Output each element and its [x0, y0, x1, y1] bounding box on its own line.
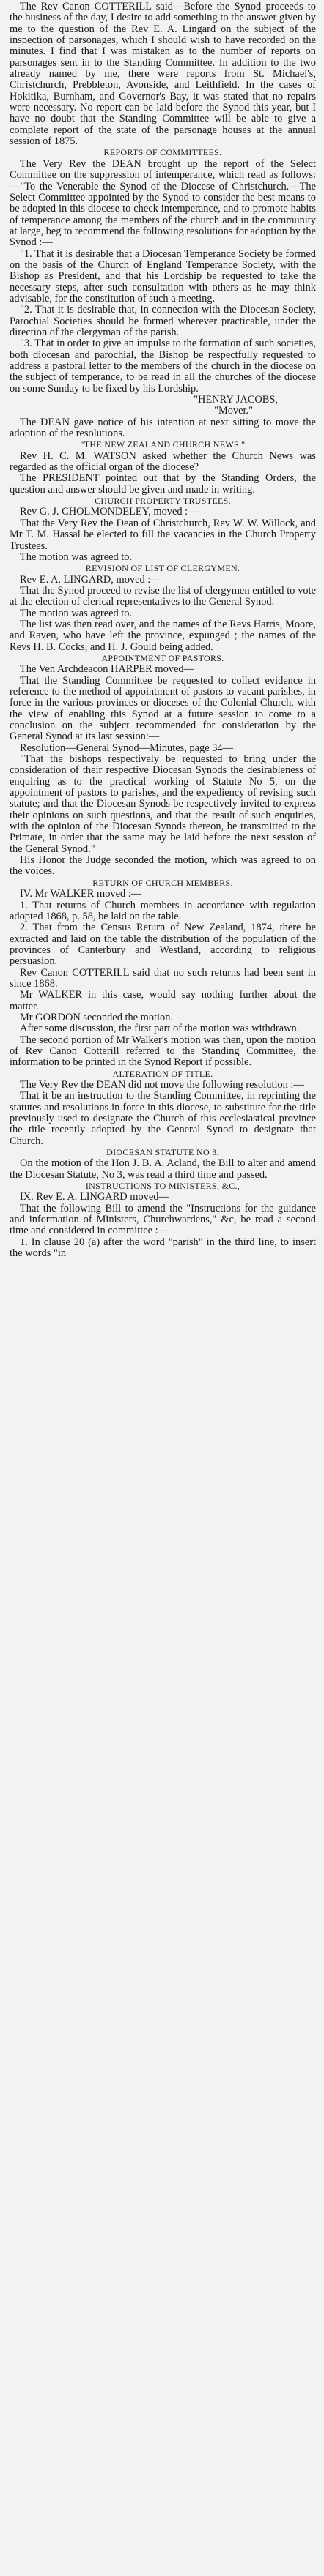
article-paragraph: Mr GORDON seconded the motion.: [20, 1011, 174, 1023]
article-paragraph: The Rev Canon COTTERILL said—Before the Synod proceeds to the business of the day, I desire to add something to the answer given by me to the question of the Rev E. A. Lingard on the subject of the inspection of parsonages, which I should wish to have recorded on the minutes. I find that I was mistaken as to the number of reports on parsonages sent in to the Standing Committee. In addition to the two already named by me, there were reports from St. Michael's, Christchurch, Prebbleton, Avonside, and Leithfield. In the cases of Hokitika, Burnham, and Governor's Bay, it was stated that no repairs were necessary. No report can be laid before the Synod this year, but I have no doubt that the Standing Committee will be able to give a complete report of the state of the parsonage houses at the annual session of 1875.: [10, 1, 316, 148]
section-heading: "THE NEW ZEALAND CHURCH NEWS.": [80, 439, 246, 450]
article-paragraph: The second portion of Mr Walker's motion was then, upon the motion of Rev Canon Cotterill referred to the Standing Committee, the information to be printed in the Synod Report if possible.: [10, 1034, 316, 1069]
article-paragraph: 2. That from the Census Return of New Zealand, 1874, there be extracted and laid on the table the distribution of the population of the provinces of Canterbury and Westland, according to religious persuasion.: [10, 922, 316, 968]
article-paragraph: "That the bishops respectively be requested to bring under the consideration of their respective Diocesan Synods the desirableness of enquiring as to the practical working of Statute No 5, on the appointment of pastors to parishes, and the expediency of revising such statute; and that the Diocesan Synods be respectively invited to express their opinions on such questions, and that the result of such enquiries, with the opinion of the Diocesan Synods thereon, be transmitted to the Primate, in order that the same may be laid before the next session of the General Synod.": [10, 753, 316, 855]
article-paragraph: IX. Rev E. A. LINGARD moved—: [20, 1191, 169, 1203]
section-heading: DIOCESAN STATUTE NO 3.: [106, 1147, 219, 1158]
section-heading: CHURCH PROPERTY TRUSTEES.: [95, 496, 231, 507]
article-paragraph: The motion was agreed to.: [20, 550, 133, 563]
article-paragraph: Rev E. A. LINGARD, moved :—: [20, 573, 161, 586]
article-paragraph: "3. That in order to give an impulse to the formation of such societies, both diocesan and parochial, the Bishop be respectfully requested to address a pastoral letter to the members of the church in the diocese on the subject of temperance, to be read in all the churches of the diocese on some Sunday to be fixed by his Lordship.: [10, 337, 316, 395]
section-heading: INSTRUCTIONS TO MINISTERS, &C.,: [85, 1181, 240, 1192]
article-paragraph: That the Synod proceed to revise the list of clergymen entitled to vote at the election of clerical representatives to the General Synod.: [10, 584, 316, 608]
article-paragraph: Resolution—General Synod—Minutes, page 34—: [20, 742, 233, 754]
article-paragraph: That the Standing Committee be requested to collect evidence in reference to the method of appointment of pastors to vacant parishes, in force in the various provinces or dioceses of the Colonial Church, with the view of enabling this Synod at a future session to come to a conclusion on the subject recommended for consideration by the General Synod at its last session:—: [10, 674, 316, 743]
article-paragraph: "HENRY JACOBS,: [194, 394, 278, 406]
article-paragraph: 1. In clause 20 (a) after the word "parish" in the third line, to insert the words "in: [10, 1236, 316, 1260]
article-paragraph: Rev H. C. M. WATSON asked whether the Church News was regarded as the official organ of the diocese?: [10, 449, 316, 474]
article-paragraph: Rev Canon COTTERILL said that no such returns had been sent in since 1868.: [10, 966, 316, 990]
article-paragraph: On the motion of the Hon J. B. A. Acland, the Bill to alter and amend the Diocesan Statute, No 3, was read a third time and passed.: [10, 1157, 316, 1181]
section-heading: APPOINTMENT OF PASTORS.: [101, 652, 224, 663]
article-paragraph: The Ven Archdeacon HARPER moved—: [20, 663, 194, 676]
article-paragraph: The list was then read over, and the names of the Revs Harris, Moore, and Raven, who have left the province, expunged ; the names of the Revs H. B. Cocks, and H. J. Gould being added.: [10, 618, 316, 653]
section-heading: RETURN OF CHURCH MEMBERS.: [92, 877, 233, 888]
section-heading: REPORTS OF COMMITTEES.: [103, 147, 222, 158]
article-paragraph: "Mover.": [214, 405, 253, 417]
article-paragraph: IV. Mr WALKER moved :—: [20, 888, 142, 900]
article-paragraph: The Very Rev the DEAN brought up the report of the Select Committee on the suppression of intemperance, which read as follows:—"To the Venerable the Synod of the Diocese of Christchurch.—The Select Committee appointed by the Synod to consider the best means to be adopted in this diocese to check intemperance, and to promote habits of temperance among the members of the church and in the community at large, beg to recommend the following resolutions for adoption by the Synod :—: [10, 157, 316, 249]
article-paragraph: After some discussion, the first part of the motion was withdrawn.: [20, 1023, 300, 1035]
article-paragraph: That the following Bill to amend the "Instructions for the guidance and information of Ministers, Churchwardens," &c, be read a second time and considered in committee :—: [10, 1202, 316, 1237]
article-paragraph: The PRESIDENT pointed out that by the Standing Orders, the question and answer should be given and made in writing.: [10, 472, 316, 496]
article-paragraph: The motion was agreed to.: [20, 607, 133, 619]
article-paragraph: 1. That returns of Church members in accordance with regulation adopted 1868, p. 58, be laid on the table.: [10, 899, 316, 922]
section-heading: REVISION OF LIST OF CLERGYMEN.: [85, 563, 240, 574]
article-paragraph: Rev G. J. CHOLMONDELEY, moved :—: [20, 506, 199, 518]
article-paragraph: "1. That it is desirable that a Diocesan Temperance Society be formed on the basis of the Church of England Temperance Society, with the Bishop as President, and that his Lordship be requested to take the necessary steps, after such consultation with others as he may think advisable, for the constitution of such a meeting.: [10, 247, 316, 305]
article-paragraph: "2. That it is desirable that, in connection with the Diocesan Society, Parochial Societies should be formed wherever practicable, under the direction of the clergyman of the parish.: [10, 304, 316, 338]
section-heading: ALTERATION OF TITLE.: [112, 1068, 213, 1079]
article-paragraph: The Very Rev the DEAN did not move the following resolution :—: [20, 1079, 304, 1091]
article-paragraph: The DEAN gave notice of his intention at next sitting to move the adoption of the resolutions.: [10, 416, 316, 440]
article-paragraph: That it be an instruction to the Standing Committee, in reprinting the statutes and resolutions in force in this diocese, to substitute for the title previously used to designate the Church of this ecclesiastical province the title recently adopted by the General Synod to designate that Church.: [10, 1090, 316, 1147]
article-paragraph: Mr WALKER in this case, would say nothing further about the matter.: [10, 989, 316, 1012]
article-paragraph: That the Very Rev the Dean of Christchurch, Rev W. W. Willock, and Mr T. M. Hassal be elected to fill the vacancies in the Church Property Trustees.: [10, 517, 316, 552]
article-paragraph: His Honor the Judge seconded the motion, which was agreed to on the voices.: [10, 854, 316, 878]
